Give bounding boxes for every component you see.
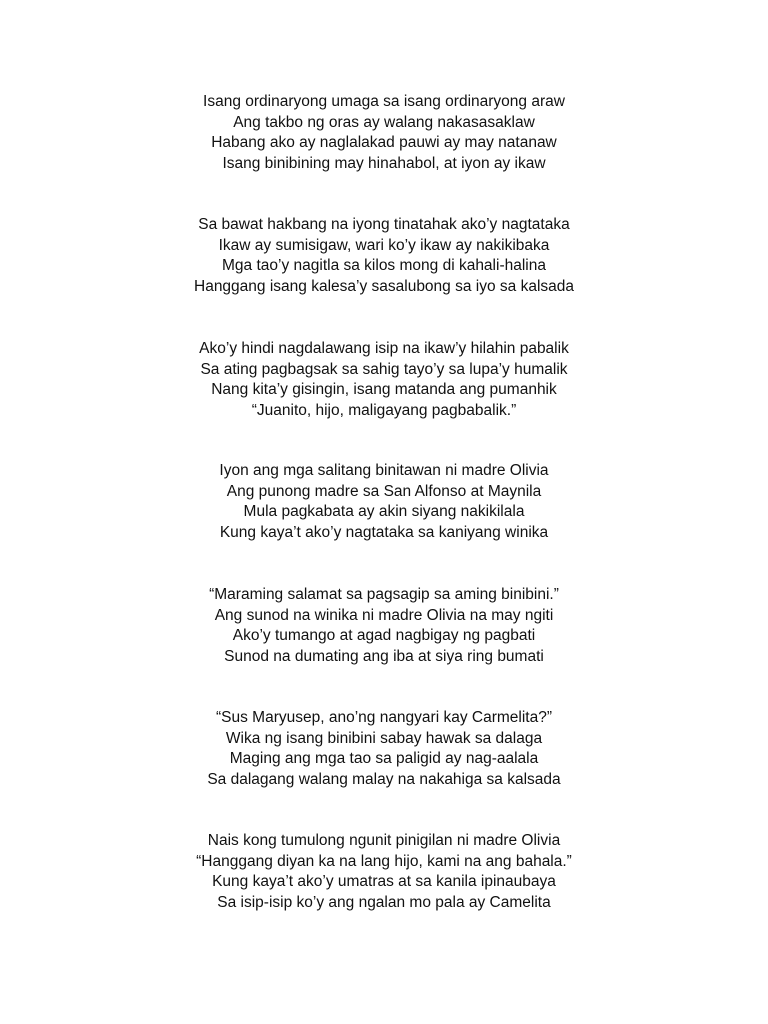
stanza-7 xyxy=(0,831,768,913)
poem-line: Isang ordinaryong umaga sa isang ordinaryong araw xyxy=(203,93,565,110)
poem-line: “Hanggang diyan ka na lang hijo, kami na ang bahala.” xyxy=(196,852,572,870)
poem-line: “Juanito, hijo, maligayang pagbabalik.” xyxy=(251,401,517,419)
stanza-4 xyxy=(0,461,768,543)
poem-line: “Sus Maryusep, ano’ng nangyari kay Carmelita?” xyxy=(216,709,552,726)
poem-line: “Maraming salamat sa pagsagip sa aming binibini.” xyxy=(209,586,559,603)
poem-line: Kung kaya’t ako’y nagtataka sa kaniyang winika xyxy=(219,523,549,541)
poem-line: Iyon ang mga salitang binitawan ni madre Olivia xyxy=(219,462,549,479)
poem-line: Kung kaya’t ako’y umatras at sa kanila ipinaubaya xyxy=(212,873,556,891)
poem-line: Habang ako ay naglalakad pauwi ay may natanaw xyxy=(211,134,557,152)
poem-line: Ikaw ay sumisigaw, wari ko’y ikaw ay nakikibaka xyxy=(218,236,550,254)
poem-line: Nais kong tumulong ngunit pinigilan ni madre Olivia xyxy=(207,832,561,849)
poem-line: Wika ng isang binibini sabay hawak sa dalaga xyxy=(225,729,543,747)
poem-line: Nang kita’y gisingin, isang matanda ang pumanhik xyxy=(211,381,557,399)
poem-line: Mula pagkabata ay akin siyang nakikilala xyxy=(243,503,525,521)
poem-line: Ang punong madre sa San Alfonso at Maynila xyxy=(226,482,542,500)
poem-line: Hanggang isang kalesa’y sasalubong sa iyo sa kalsada xyxy=(194,277,574,295)
stanza-1 xyxy=(0,92,768,174)
poem-line: Sa dalagang walang malay na nakahiga sa kalsada xyxy=(207,770,561,788)
stanza-3 xyxy=(0,339,768,421)
poem-line: Maging ang mga tao sa paligid ay nag-aalala xyxy=(229,750,539,768)
poem-line: Sunod na dumating ang iba at siya ring bumati xyxy=(224,647,544,665)
stanza-2 xyxy=(0,215,768,297)
poem-line: Ako’y hindi nagdalawang isip na ikaw’y hilahin pabalik xyxy=(199,340,569,357)
poem-line: Ang takbo ng oras ay walang nakasasaklaw xyxy=(233,113,535,131)
poem-line: Ako’y tumango at agad nagbigay ng pagbati xyxy=(232,627,536,645)
poem-line: Sa isip-isip ko’y ang ngalan mo pala ay Camelita xyxy=(217,893,551,911)
poem-line: Ang sunod na winika ni madre Olivia na may ngiti xyxy=(214,606,554,624)
poem-line: Sa ating pagbagsak sa sahig tayo’y sa lupa’y humalik xyxy=(200,360,568,378)
poem-line: Mga tao’y nagitla sa kilos mong di kahali-halina xyxy=(222,257,546,275)
poem-line: Sa bawat hakbang na iyong tinatahak ako’y nagtataka xyxy=(198,216,570,233)
poem-line: Isang binibining may hinahabol, at iyon ay ikaw xyxy=(222,154,546,172)
stanza-6 xyxy=(0,708,768,790)
stanza-5 xyxy=(0,585,768,667)
